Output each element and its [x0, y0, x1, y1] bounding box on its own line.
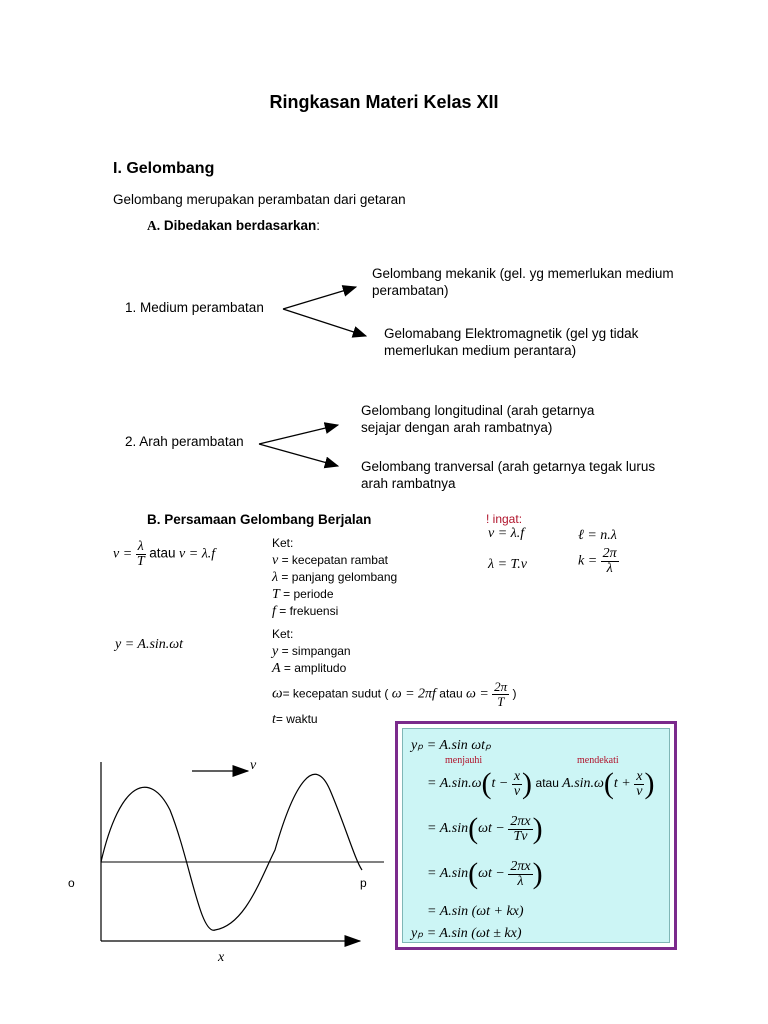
graph-o-label: o [68, 876, 75, 890]
page-title: Ringkasan Materi Kelas XII [269, 92, 499, 112]
eq-v-den: T [136, 554, 145, 569]
t-sym: t [272, 712, 276, 727]
box-line3: = A.sin(ωt − $\frac{2\pi x}{Tv}$ ) [427, 812, 543, 845]
arah-branch2-line2: arah rambatnya [361, 476, 456, 491]
graph-p-label: p [360, 876, 367, 890]
arah-branch2-line1: Gelombang tranversal (arah getarnya tegak lurus [361, 459, 656, 474]
omega-den: T [497, 694, 505, 709]
box-line4: = A.sin(ωt − $\frac{2\pi x}{\lambda}$ ) [427, 857, 543, 890]
medium-label: 1. Medium perambatan [125, 300, 264, 315]
ket1-item: T = periode [272, 587, 334, 602]
medium-branch2-line1: Gelomabang Elektromagnetik (gel yg tidak [384, 326, 639, 341]
medium-branch2-line2: memerlukan medium perantara) [384, 343, 577, 358]
equation-box [395, 721, 677, 950]
intro-text: Gelombang merupakan perambatan dari getaran [113, 192, 406, 207]
sub-heading-b: B. Persamaan Gelombang Berjalan [147, 512, 372, 527]
ket2-label: Ket: [272, 627, 294, 641]
sub-a-colon: : [316, 218, 320, 233]
omega-close: ) [512, 686, 517, 701]
box-mendekati: mendekati [577, 755, 619, 766]
eq-displacement: y = A.sin.ωt [115, 637, 184, 652]
ingat-label: ! ingat: [486, 512, 523, 526]
omega-eq2-lhs: ω = [465, 686, 489, 702]
omega-text: = kecepatan sudut ( [282, 686, 389, 701]
box-line6: yₚ = A.sin (ωt ± kx) [411, 926, 522, 941]
graph-x-label: x [218, 950, 225, 965]
box-menjauhi: menjauhi [445, 755, 483, 766]
eq-v-num: λ [137, 539, 144, 554]
box-line2: = A.sin.ω(t − $\frac{x}{v}$ ) atau A.sin.ω(t + $\frac{x}{v}$ ) [427, 767, 655, 800]
omega-eq1: ω = 2πf [391, 686, 436, 702]
medium-branch1-line1: Gelombang mekanik (gel. yg memerlukan medium [372, 266, 674, 281]
omega-num: 2π [494, 679, 508, 694]
t-text: = waktu [275, 712, 318, 726]
eq-v-atau: atau [149, 545, 176, 561]
ket1-label: Ket: [272, 536, 294, 550]
equation-box-inner [402, 728, 670, 943]
ingat-eq4-num: 2π [602, 546, 617, 561]
ket2-item: A = amplitudo [272, 661, 347, 676]
arah-branch1-line2: sejajar dengan arah rambatnya) [361, 420, 553, 435]
ket1-item: f = frekuensi [272, 604, 339, 619]
omega-atau: atau [439, 686, 463, 701]
graph-wave-curve [101, 774, 362, 930]
eq-v-rhs: v = λ.f [179, 546, 216, 562]
sub-a-bold: Dibedakan berdasarkan [163, 218, 317, 233]
ingat-eq3: λ = T.v [488, 557, 527, 572]
ket1-item: v = kecepatan rambat [272, 553, 388, 568]
sub-a-letter: A. [147, 218, 161, 233]
box-line1: yₚ = A.sin ωtₚ [411, 738, 492, 753]
medium-branch1-line2: perambatan) [372, 283, 449, 298]
omega-sym: ω [272, 685, 283, 702]
arah-label: 2. Arah perambatan [125, 434, 244, 449]
eq-v-lhs: v = [113, 546, 133, 562]
section-heading-gelombang: I. Gelombang [113, 160, 215, 177]
ingat-eq4-den: λ [606, 561, 613, 576]
ket1-item: λ = panjang gelombang [272, 570, 398, 585]
arah-branch1-line1: Gelombang longitudinal (arah getarnya [361, 403, 595, 418]
ingat-eq4-lhs: k = [578, 553, 598, 569]
ket2-item: y = simpangan [272, 644, 351, 659]
ingat-eq1: v = λ.f [488, 526, 525, 541]
ingat-eq2: ℓ = n.λ [578, 528, 617, 543]
graph-v-label: v [250, 758, 257, 773]
box-line5: = A.sin (ωt + kx) [427, 904, 524, 919]
